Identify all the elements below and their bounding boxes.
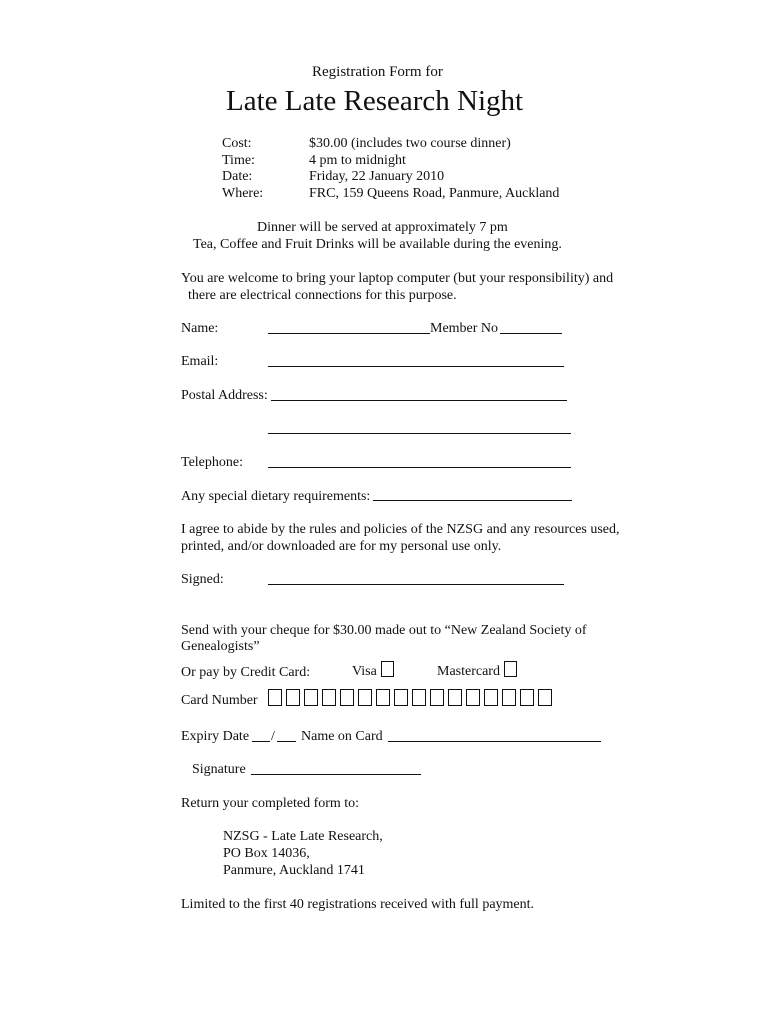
name-field[interactable] [268,333,430,334]
expiry-month-field[interactable] [252,741,270,742]
member-no-field[interactable] [500,333,562,334]
return-address-line2: PO Box 14036, [223,846,310,861]
detail-time-label: Time: [222,153,255,168]
detail-date-label: Date: [222,169,253,184]
expiry-date-label: Expiry Date [181,729,250,744]
card-digit-box[interactable] [538,689,552,706]
visa-label: Visa [352,664,377,679]
dietary-field[interactable] [373,500,572,501]
laptop-note-line1: You are welcome to bring your laptop computer (but your responsibility) and [181,271,614,286]
card-digit-box[interactable] [358,689,372,706]
card-number-label: Card Number [181,693,258,708]
member-no-label: Member No [430,321,499,336]
expiry-separator: / [271,729,275,744]
visa-option [352,661,394,680]
postal-address-field-line1[interactable] [271,400,567,401]
signature-field[interactable] [251,774,421,775]
telephone-field[interactable] [268,467,571,468]
dinner-note: Dinner will be served at approximately 7 pm [257,220,508,235]
agreement-line1: I agree to abide by the rules and policies of the NZSG and any resources used, [181,522,620,537]
detail-date-value: Friday, 22 January 2010 [309,169,445,184]
card-digit-box[interactable] [448,689,462,706]
name-label: Name: [181,321,219,336]
agreement-line2: printed, and/or downloaded are for my personal use only. [181,539,502,554]
card-digit-box[interactable] [340,689,354,706]
return-address-line1: NZSG - Late Late Research, [223,829,383,844]
cheque-instruction-line1: Send with your cheque for $30.00 made out to “New Zealand Society of [181,623,587,638]
detail-time-value: 4 pm to midnight [309,153,406,168]
visa-checkbox[interactable] [381,661,394,677]
card-digit-box[interactable] [430,689,444,706]
detail-where-value: FRC, 159 Queens Road, Panmure, Auckland [309,186,560,201]
postal-address-label: Postal Address: [181,388,268,403]
card-digit-box[interactable] [520,689,534,706]
drinks-note: Tea, Coffee and Fruit Drinks will be available during the evening. [193,237,562,252]
detail-where-label: Where: [222,186,264,201]
mastercard-label: Mastercard [437,664,500,679]
dietary-label: Any special dietary requirements: [181,489,371,504]
card-digit-box[interactable] [304,689,318,706]
card-digit-box[interactable] [484,689,498,706]
return-intro: Return your completed form to: [181,796,360,811]
form-subtitle: Registration Form for [312,64,443,80]
postal-address-field-line2[interactable] [268,433,571,434]
telephone-label: Telephone: [181,455,243,470]
card-digit-box[interactable] [322,689,336,706]
mastercard-checkbox[interactable] [504,661,517,677]
card-digit-box[interactable] [376,689,390,706]
card-digit-box[interactable] [268,689,282,706]
signature-label: Signature [192,762,246,777]
signed-field[interactable] [268,584,564,585]
card-digit-box[interactable] [394,689,408,706]
name-on-card-field[interactable] [388,741,601,742]
credit-card-label: Or pay by Credit Card: [181,665,311,680]
email-field[interactable] [268,366,564,367]
return-address-line3: Panmure, Auckland 1741 [223,863,365,878]
laptop-note-line2: there are electrical connections for this purpose. [188,288,457,303]
expiry-year-field[interactable] [277,741,296,742]
form-title: Late Late Research Night [226,85,524,117]
card-digit-box[interactable] [412,689,426,706]
signed-label: Signed: [181,572,224,587]
name-on-card-label: Name on Card [301,729,383,744]
mastercard-option [437,661,517,680]
card-digit-box[interactable] [502,689,516,706]
registration-limit-note: Limited to the first 40 registrations received with full payment. [181,897,535,912]
detail-cost-value: $30.00 (includes two course dinner) [309,136,511,151]
email-label: Email: [181,354,219,369]
card-digit-box[interactable] [466,689,480,706]
cheque-instruction-line2: Genealogists” [181,639,260,654]
card-digit-box[interactable] [286,689,300,706]
detail-cost-label: Cost: [222,136,252,151]
